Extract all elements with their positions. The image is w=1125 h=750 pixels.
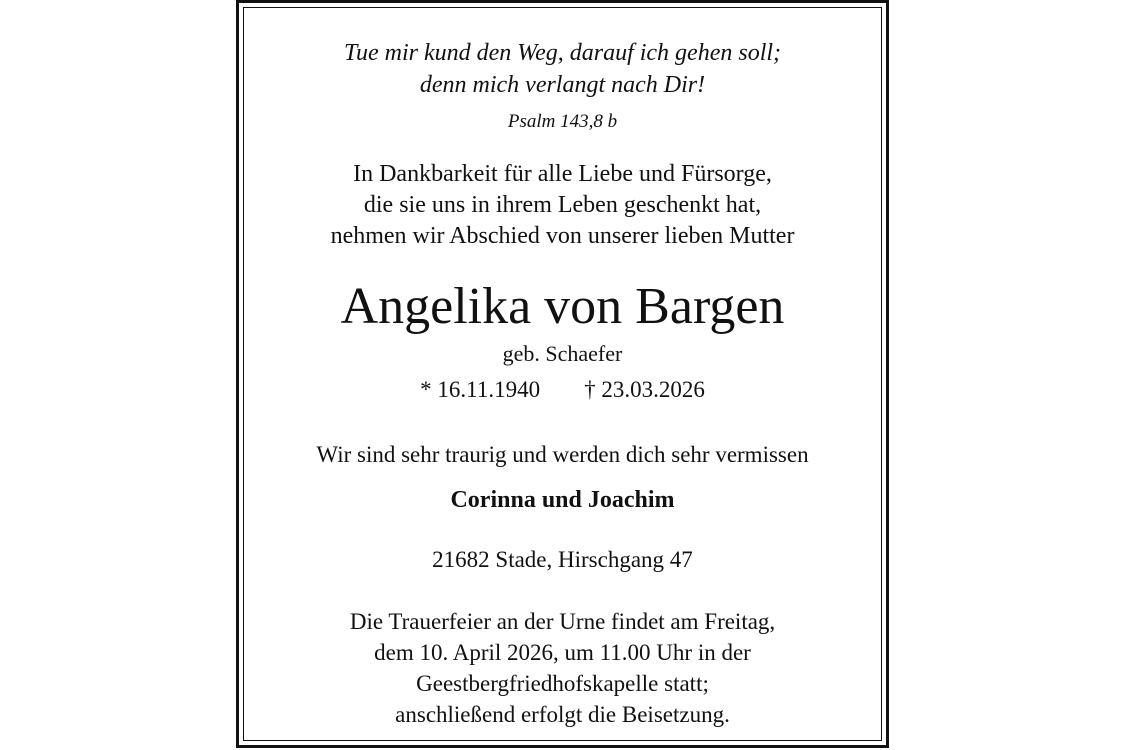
gratitude-line: nehmen wir Abschied von unserer lieben Mutter (330, 223, 795, 249)
gratitude-line: In Dankbarkeit für alle Liebe und Fürsorge, (353, 161, 772, 187)
ceremony-line: anschließend erfolgt die Beisetzung. (395, 702, 730, 727)
maiden-name: geb. Schaefer (502, 341, 623, 366)
gratitude-line: die sie uns in ihrem Leben geschenkt hat, (363, 192, 762, 218)
verse-line: denn mich verlangt nach Dir! (419, 72, 706, 98)
mourning-text: Wir sind sehr traurig und werden dich sehr vermissen (316, 442, 809, 467)
verse-source: Psalm 143,8 b (507, 111, 618, 132)
gratitude-text (239, 159, 886, 252)
life-dates (239, 375, 886, 405)
ceremony-line: dem 10. April 2026, um 11.00 Uhr in der (374, 640, 751, 665)
ceremony-line: Die Trauerfeier an der Urne findet am Freitag, (349, 609, 776, 634)
obituary-notice (236, 0, 889, 748)
signers: Corinna und Joachim (450, 487, 675, 513)
verse-line: Tue mir kund den Weg, darauf ich gehen soll; (343, 40, 782, 66)
death-date: † 23.03.2026 (584, 377, 705, 402)
ceremony-info (239, 606, 886, 730)
address: 21682 Stade, Hirschgang 47 (432, 547, 693, 572)
deceased-name: Angelika von Bargen (340, 278, 785, 335)
ceremony-line: Geestbergfriedhofskapelle statt; (416, 671, 709, 696)
bible-verse (239, 37, 886, 101)
birth-date: * 16.11.1940 (420, 377, 541, 402)
